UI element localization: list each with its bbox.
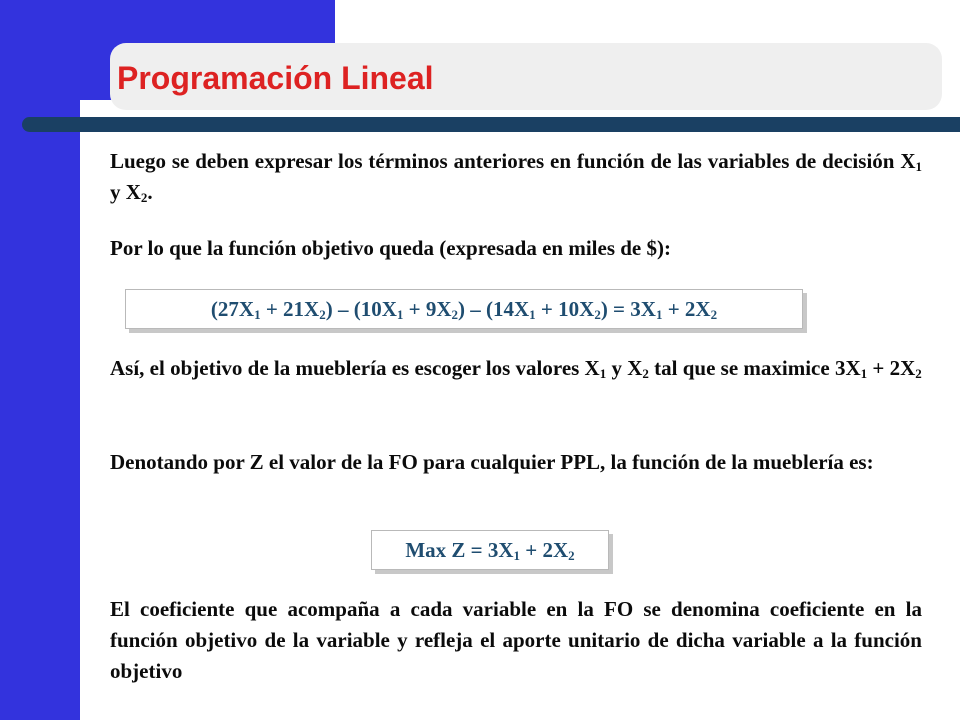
title-divider (22, 117, 960, 132)
left-decorative-bar (0, 0, 80, 720)
paragraph-objective-goal: Así, el objetivo de la mueblería es escoger los valores $X_1$ y $X_2$ tal que se maximice $3X_1 + 2X_2$ (110, 356, 922, 381)
max-z-equation: Max $Z = 3X_1 + 2X_2$ (371, 530, 609, 570)
paragraph-z-definition: Denotando por Z el valor de la FO para cualquier PPL, la función de la mueblería es: (110, 450, 874, 474)
objective-expansion-equation: $(27X_1 + 21X_2) - (10X_1 + 9X_2) - (14X_1 + 10X_2) = 3X_1 + 2X_2$ (125, 289, 803, 329)
paragraph-coefficient-meaning: El coeficiente que acompaña a cada variable en la FO se denomina coeficiente en la función objetivo de la variable y refleja el aporte unitario de dicha variable a la función objetivo (110, 597, 922, 683)
paragraph-objective-intro: Por lo que la función objetivo queda (expresada en miles de $): (110, 236, 671, 260)
slide-title: Programación Lineal (117, 60, 434, 96)
paragraph-decision-variables: Luego se deben expresar los términos anteriores en función de las variables de decisión $X_1$ y $X_2$. (110, 149, 922, 205)
